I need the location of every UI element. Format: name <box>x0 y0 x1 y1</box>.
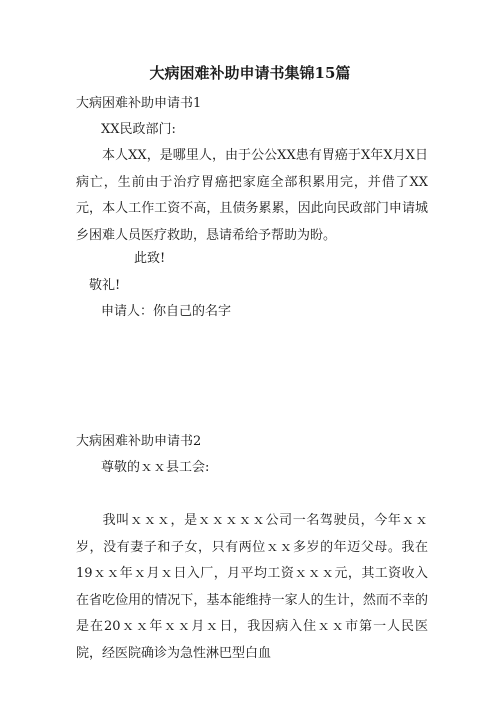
document-title: 大病困难补助申请书集锦15篇 <box>149 64 351 82</box>
letter2-body <box>76 508 428 707</box>
letter1-heading: 大病困难补助申请书1 <box>76 96 202 111</box>
letter1-closing-1: 此致! <box>134 251 166 266</box>
letter1-closing-2: 敬礼! <box>89 278 121 293</box>
letter1-signature: 申请人：你自己的名字 <box>101 304 232 319</box>
letter2-body-text: 我叫ｘｘｘ，是ｘｘｘｘｘ公司一名驾驶员，今年ｘｘ岁，没有妻子和子女，只有两位ｘｘ多岁的年迈父母。我在19ｘｘ年ｘ月ｘ日入厂，月平均工资ｘｘｘ元，其工资收入在省吃俭用的情况下，基本能维持一家人的生计，然而不幸的是在20ｘｘ年ｘｘ月ｘ日，我因病入住ｘｘ市第一人民医院，经医院确诊为急性淋巴型白血 <box>76 513 428 661</box>
letter2-salutation: 尊敬的ｘｘ县工会: <box>101 460 210 475</box>
letter1-body-text: 本人XX，是哪里人，由于公公XX患有胃癌于X年X月X日病亡，生前由于治疗胃癌把家庭全部积累用完，并借了XX元，本人工作工资不高，且债务累累，因此向民政部门申请城乡困难人员医疗救助，恳请希给予帮助为盼。 <box>76 148 428 243</box>
letter1-body <box>76 143 428 249</box>
letter1-salutation: XX民政部门: <box>101 122 176 137</box>
letter2-heading: 大病困难补助申请书2 <box>76 434 202 449</box>
